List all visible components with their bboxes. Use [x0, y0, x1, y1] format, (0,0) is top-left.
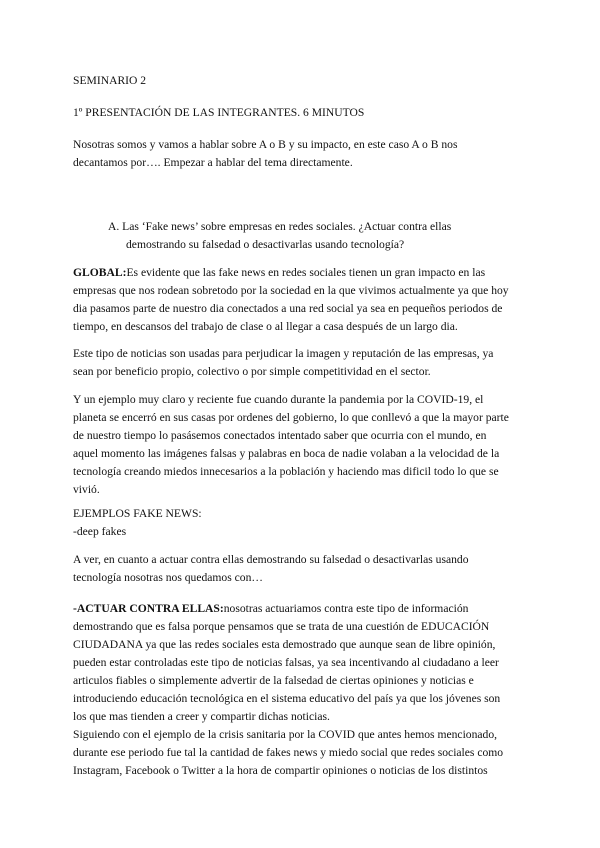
global-line: dia pasamos parte de nuestro dia conectados a una red social ya sea en pequeños periodos de — [73, 302, 503, 315]
act-line: pueden estar controladas este tipo de noticias falsas, ya sea incentivando al ciudadano a leer — [73, 656, 499, 669]
intro-line: Nosotras somos y vamos a hablar sobre A o B y su impacto, en este caso A o B nos — [73, 138, 458, 151]
global-first-line: Es evidente que las fake news en redes sociales tienen un gran impacto en las — [126, 266, 486, 279]
paragraph-line: tecnología creando miedos innecesarios a la población y haciendo mas dificil todo lo que se — [73, 465, 499, 478]
act-line: articulos fiables o simplemente advertir de la falsedad de ciertas opiniones y noticias e — [73, 674, 474, 687]
act-line: los que mas tienden a creer y compartir dichas noticias. — [73, 710, 330, 723]
paragraph-line: aquel momento las imágenes falsas y palabras en boca de nadie volaban a la velocidad de la — [73, 447, 500, 460]
act-line: demostrando que es falsa porque pensamos que se trata de una cuestión de EDUCACIÓN — [73, 620, 490, 633]
examples-heading: EJEMPLOS FAKE NEWS: — [73, 507, 202, 520]
paragraph-line: Y un ejemplo muy claro y reciente fue cuando durante la pandemia por la COVID-19, el — [73, 393, 484, 406]
question-line: demostrando su falsedad o desactivarlas usando tecnología? — [126, 238, 405, 251]
paragraph-3 — [73, 391, 533, 499]
question-line: A. Las ‘Fake news’ sobre empresas en redes sociales. ¿Actuar contra ellas — [108, 220, 452, 233]
act-first-line: nosotras actuariamos contra este tipo de información — [223, 602, 469, 615]
intro-paragraph — [73, 136, 533, 172]
paragraph-5 — [73, 726, 533, 780]
paragraph-line: planeta se encerró en sus casas por ordenes del gobierno, lo que conllevó a que la mayor parte — [73, 411, 509, 424]
act-paragraph — [73, 600, 533, 726]
examples-item: -deep fakes — [73, 525, 127, 538]
act-line: CIUDADANA ya que las redes sociales esta demostrado que aunque sean de libre opinión, — [73, 638, 496, 651]
act-line: introduciendo educación tecnológica en el sistema educativo del país ya que los jóvenes son — [73, 692, 501, 705]
subtitle-text: 1º PRESENTACIÓN DE LAS INTEGRANTES. 6 MINUTOS — [73, 106, 365, 119]
paragraph-line: Este tipo de noticias son usadas para perjudicar la imagen y reputación de las empresas, ya — [73, 347, 494, 360]
global-paragraph — [73, 264, 533, 336]
paragraph-2 — [73, 345, 533, 381]
act-label: -ACTUAR CONTRA ELLAS: — [73, 602, 224, 615]
paragraph-line: Instagram, Facebook o Twitter a la hora de compartir opiniones o noticias de los distintos — [73, 764, 488, 777]
paragraph-line: vivió. — [73, 483, 100, 496]
paragraph-line: Siguiendo con el ejemplo de la crisis sanitaria por la COVID que antes hemos mencionado, — [73, 728, 498, 741]
question-list-item — [108, 218, 568, 254]
paragraph-line: sean por beneficio propio, colectivo o por simple competitividad en el sector. — [73, 365, 431, 378]
global-label: GLOBAL: — [73, 266, 127, 279]
paragraph-line: durante ese periodo fue tal la cantidad de fakes news y miedo social que redes sociales como — [73, 746, 504, 759]
paragraph-line: A ver, en cuanto a actuar contra ellas demostrando su falsedad o desactivarlas usando — [73, 553, 469, 566]
global-line: empresas que nos rodean sobretodo por la sociedad en la que vivimos actualmente ya que hoy — [73, 284, 509, 297]
paragraph-line: de nuestro tiempo lo pasásemos conectados intentado saber que ocurria con el mundo, en — [73, 429, 487, 442]
paragraph-4 — [73, 551, 533, 587]
document-title — [73, 72, 533, 90]
global-line: tiempo, en descansos del trabajo de clase o al llegar a casa después de un largo dia. — [73, 320, 458, 333]
document-subtitle — [73, 104, 533, 122]
paragraph-line: tecnología nosotras nos quedamos con… — [73, 571, 263, 584]
intro-line: decantamos por…. Empezar a hablar del tema directamente. — [73, 156, 353, 169]
examples-section — [73, 505, 533, 541]
title-text: SEMINARIO 2 — [73, 74, 147, 87]
